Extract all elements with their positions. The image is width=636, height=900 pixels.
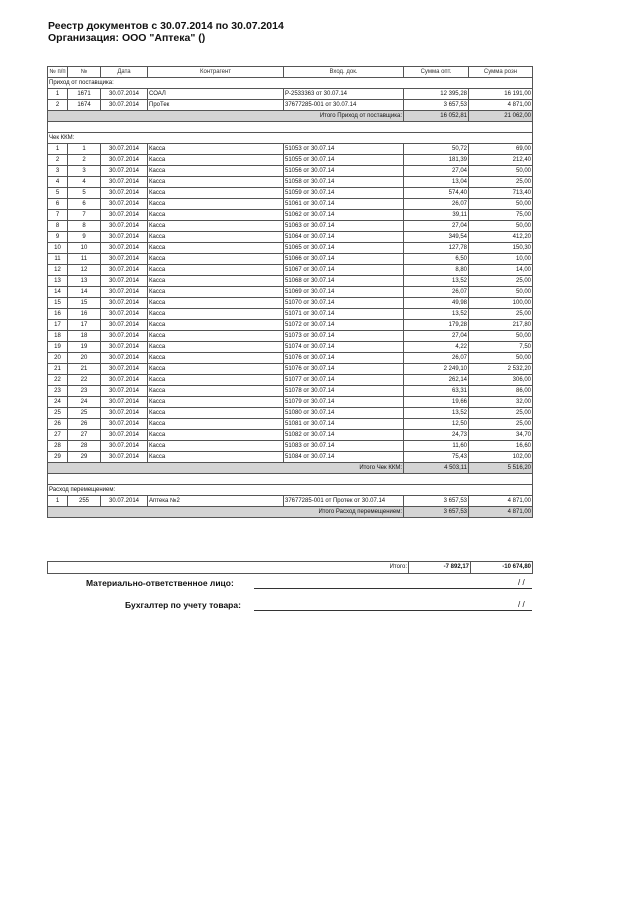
row-date: 30.07.2014 [101, 89, 148, 100]
row-date: 30.07.2014 [101, 254, 148, 265]
table-row [48, 155, 533, 166]
row-num-pp: 8 [48, 221, 68, 232]
section-total-wholesale: 3 657,53 [404, 507, 469, 518]
grand-total-retail: -10 674,80 [471, 562, 533, 574]
row-date: 30.07.2014 [101, 331, 148, 342]
row-num-pp: 26 [48, 419, 68, 430]
row-sum-wholesale: 49,98 [404, 298, 469, 309]
row-sum-wholesale: 11,60 [404, 441, 469, 452]
row-num: 9 [68, 232, 101, 243]
row-sum-retail: 102,00 [469, 452, 533, 463]
row-incoming-doc: 51081 от 30.07.14 [284, 419, 404, 430]
header-sum-wholesale: Сумма опт. [404, 67, 469, 78]
row-num: 4 [68, 177, 101, 188]
row-counterparty: Касса [148, 276, 284, 287]
section-title: Чек ККМ: [48, 133, 533, 144]
row-incoming-doc: 51074 от 30.07.14 [284, 342, 404, 353]
row-sum-retail: 50,00 [469, 331, 533, 342]
row-incoming-doc: Р-2533363 от 30.07.14 [284, 89, 404, 100]
row-sum-retail: 25,00 [469, 419, 533, 430]
section-total-retail: 5 516,20 [469, 463, 533, 474]
row-date: 30.07.2014 [101, 166, 148, 177]
row-sum-wholesale: 63,31 [404, 386, 469, 397]
row-incoming-doc: 51079 от 30.07.14 [284, 397, 404, 408]
row-num: 26 [68, 419, 101, 430]
table-row [48, 188, 533, 199]
row-sum-wholesale: 8,80 [404, 265, 469, 276]
table-row [48, 232, 533, 243]
row-sum-retail: 4 871,00 [469, 100, 533, 111]
row-counterparty: Касса [148, 298, 284, 309]
row-sum-wholesale: 349,54 [404, 232, 469, 243]
row-num-pp: 25 [48, 408, 68, 419]
row-sum-retail: 212,40 [469, 155, 533, 166]
row-incoming-doc: 51070 от 30.07.14 [284, 298, 404, 309]
row-counterparty: Касса [148, 199, 284, 210]
row-date: 30.07.2014 [101, 309, 148, 320]
row-sum-retail: 10,00 [469, 254, 533, 265]
table-row [48, 298, 533, 309]
row-sum-retail: 25,00 [469, 177, 533, 188]
row-num: 2 [68, 155, 101, 166]
row-counterparty: Касса [148, 287, 284, 298]
responsible-person-label: Материально-ответственное лицо: [86, 578, 234, 588]
row-num-pp: 1 [48, 496, 68, 507]
row-counterparty: Касса [148, 320, 284, 331]
section-total-retail: 4 871,00 [469, 507, 533, 518]
table-row [48, 276, 533, 287]
row-counterparty: Касса [148, 331, 284, 342]
table-row [48, 287, 533, 298]
row-num-pp: 23 [48, 386, 68, 397]
section-title-row [48, 78, 533, 89]
row-date: 30.07.2014 [101, 265, 148, 276]
row-incoming-doc: 51072 от 30.07.14 [284, 320, 404, 331]
row-num-pp: 15 [48, 298, 68, 309]
row-date: 30.07.2014 [101, 320, 148, 331]
row-num: 1671 [68, 89, 101, 100]
row-incoming-doc: 51058 от 30.07.14 [284, 177, 404, 188]
row-date: 30.07.2014 [101, 408, 148, 419]
accountant-label: Бухгалтер по учету товара: [125, 600, 241, 610]
section-total-label: Итого Чек ККМ: [48, 463, 404, 474]
row-sum-retail: 32,00 [469, 397, 533, 408]
responsible-signature-slashes: / / [518, 578, 525, 587]
row-num-pp: 27 [48, 430, 68, 441]
section-title: Расход перемещением: [48, 485, 533, 496]
section-total-row [48, 111, 533, 122]
row-num-pp: 5 [48, 188, 68, 199]
row-counterparty: Касса [148, 188, 284, 199]
row-sum-retail: 50,00 [469, 166, 533, 177]
row-sum-retail: 306,00 [469, 375, 533, 386]
row-date: 30.07.2014 [101, 276, 148, 287]
row-counterparty: Касса [148, 364, 284, 375]
row-num: 5 [68, 188, 101, 199]
row-sum-retail: 14,00 [469, 265, 533, 276]
row-num-pp: 22 [48, 375, 68, 386]
row-sum-retail: 217,80 [469, 320, 533, 331]
row-counterparty: Касса [148, 144, 284, 155]
row-sum-retail: 25,00 [469, 276, 533, 287]
row-sum-wholesale: 6,50 [404, 254, 469, 265]
row-date: 30.07.2014 [101, 342, 148, 353]
document-title: Реестр документов с 30.07.2014 по 30.07.2014 [48, 20, 284, 32]
row-num: 27 [68, 430, 101, 441]
row-incoming-doc: 51076 от 30.07.14 [284, 364, 404, 375]
row-num-pp: 21 [48, 364, 68, 375]
row-sum-wholesale: 4,22 [404, 342, 469, 353]
row-date: 30.07.2014 [101, 452, 148, 463]
row-sum-wholesale: 3 657,53 [404, 496, 469, 507]
table-row [48, 342, 533, 353]
row-sum-retail: 50,00 [469, 221, 533, 232]
table-row [48, 452, 533, 463]
row-counterparty: Касса [148, 221, 284, 232]
row-counterparty: Касса [148, 353, 284, 364]
row-counterparty: Касса [148, 375, 284, 386]
row-num: 29 [68, 452, 101, 463]
row-counterparty: Касса [148, 166, 284, 177]
row-sum-wholesale: 26,07 [404, 287, 469, 298]
row-date: 30.07.2014 [101, 375, 148, 386]
header-num: № [68, 67, 101, 78]
row-date: 30.07.2014 [101, 430, 148, 441]
row-num-pp: 14 [48, 287, 68, 298]
row-num: 22 [68, 375, 101, 386]
row-date: 30.07.2014 [101, 441, 148, 452]
row-num: 13 [68, 276, 101, 287]
row-num-pp: 2 [48, 155, 68, 166]
table-row [48, 89, 533, 100]
row-incoming-doc: 51073 от 30.07.14 [284, 331, 404, 342]
accountant-signature-slashes: / / [518, 600, 525, 609]
row-counterparty: Аптека №2 [148, 496, 284, 507]
header-sum-retail: Сумма розн [469, 67, 533, 78]
table-row [48, 441, 533, 452]
table-row [48, 375, 533, 386]
row-counterparty: Касса [148, 254, 284, 265]
section-total-wholesale: 16 052,81 [404, 111, 469, 122]
row-sum-wholesale: 13,52 [404, 309, 469, 320]
row-date: 30.07.2014 [101, 243, 148, 254]
row-date: 30.07.2014 [101, 419, 148, 430]
row-counterparty: Касса [148, 408, 284, 419]
section-total-label: Итого Расход перемещением: [48, 507, 404, 518]
row-incoming-doc: 51063 от 30.07.14 [284, 221, 404, 232]
row-sum-wholesale: 26,07 [404, 353, 469, 364]
row-sum-retail: 50,00 [469, 199, 533, 210]
row-date: 30.07.2014 [101, 199, 148, 210]
row-date: 30.07.2014 [101, 353, 148, 364]
row-num-pp: 4 [48, 177, 68, 188]
header-num-pp: № п/п [48, 67, 68, 78]
row-incoming-doc: 51062 от 30.07.14 [284, 210, 404, 221]
table-row [48, 309, 533, 320]
table-row [48, 430, 533, 441]
row-date: 30.07.2014 [101, 221, 148, 232]
row-num: 10 [68, 243, 101, 254]
row-date: 30.07.2014 [101, 386, 148, 397]
row-sum-wholesale: 12,50 [404, 419, 469, 430]
row-sum-wholesale: 13,52 [404, 276, 469, 287]
row-counterparty: Касса [148, 342, 284, 353]
table-row [48, 320, 533, 331]
row-incoming-doc: 51067 от 30.07.14 [284, 265, 404, 276]
table-row [48, 144, 533, 155]
row-sum-wholesale: 75,43 [404, 452, 469, 463]
table-row [48, 386, 533, 397]
section-spacer [48, 122, 533, 133]
section-spacer [48, 474, 533, 485]
row-num: 18 [68, 331, 101, 342]
row-sum-retail: 69,00 [469, 144, 533, 155]
section-total-wholesale: 4 503,11 [404, 463, 469, 474]
row-num-pp: 1 [48, 144, 68, 155]
table-row [48, 331, 533, 342]
row-num: 12 [68, 265, 101, 276]
row-num: 21 [68, 364, 101, 375]
table-row [48, 166, 533, 177]
row-num: 14 [68, 287, 101, 298]
row-date: 30.07.2014 [101, 287, 148, 298]
row-counterparty: Касса [148, 430, 284, 441]
section-total-row [48, 507, 533, 518]
row-num: 16 [68, 309, 101, 320]
row-date: 30.07.2014 [101, 364, 148, 375]
row-num: 15 [68, 298, 101, 309]
row-date: 30.07.2014 [101, 496, 148, 507]
table-row [48, 210, 533, 221]
table-row [48, 397, 533, 408]
row-sum-retail: 16 191,00 [469, 89, 533, 100]
table-row [48, 265, 533, 276]
row-sum-wholesale: 27,04 [404, 331, 469, 342]
row-sum-wholesale: 2 249,10 [404, 364, 469, 375]
row-incoming-doc: 51076 от 30.07.14 [284, 353, 404, 364]
row-sum-wholesale: 12 395,28 [404, 89, 469, 100]
row-num-pp: 12 [48, 265, 68, 276]
row-sum-retail: 75,00 [469, 210, 533, 221]
table-row [48, 353, 533, 364]
row-sum-retail: 50,00 [469, 353, 533, 364]
row-num: 255 [68, 496, 101, 507]
header-incoming-doc: Вход. док. [284, 67, 404, 78]
row-sum-retail: 50,00 [469, 287, 533, 298]
row-incoming-doc: 51069 от 30.07.14 [284, 287, 404, 298]
row-incoming-doc: 37677285-001 от 30.07.14 [284, 100, 404, 111]
row-sum-retail: 2 532,20 [469, 364, 533, 375]
table-row [48, 408, 533, 419]
table-row [48, 177, 533, 188]
section-title: Приход от поставщика: [48, 78, 533, 89]
row-counterparty: ПроТек [148, 100, 284, 111]
row-sum-wholesale: 181,39 [404, 155, 469, 166]
table-header-row [48, 67, 533, 78]
row-sum-retail: 25,00 [469, 408, 533, 419]
row-num: 24 [68, 397, 101, 408]
row-date: 30.07.2014 [101, 232, 148, 243]
row-sum-wholesale: 24,73 [404, 430, 469, 441]
row-sum-wholesale: 3 657,53 [404, 100, 469, 111]
register-table [47, 66, 533, 518]
row-num: 3 [68, 166, 101, 177]
row-num-pp: 24 [48, 397, 68, 408]
row-incoming-doc: 51064 от 30.07.14 [284, 232, 404, 243]
row-num: 8 [68, 221, 101, 232]
row-num-pp: 10 [48, 243, 68, 254]
row-incoming-doc: 51068 от 30.07.14 [284, 276, 404, 287]
table-row [48, 419, 533, 430]
row-incoming-doc: 51061 от 30.07.14 [284, 199, 404, 210]
row-num-pp: 18 [48, 331, 68, 342]
row-sum-wholesale: 39,11 [404, 210, 469, 221]
row-sum-wholesale: 127,78 [404, 243, 469, 254]
table-row [48, 199, 533, 210]
row-incoming-doc: 51077 от 30.07.14 [284, 375, 404, 386]
row-incoming-doc: 51066 от 30.07.14 [284, 254, 404, 265]
row-counterparty: СОАЛ [148, 89, 284, 100]
grand-total-table [47, 561, 533, 574]
grand-total-label: Итого: [48, 562, 409, 574]
row-num-pp: 7 [48, 210, 68, 221]
table-row [48, 496, 533, 507]
row-date: 30.07.2014 [101, 144, 148, 155]
row-date: 30.07.2014 [101, 155, 148, 166]
row-num-pp: 6 [48, 199, 68, 210]
table-row [48, 100, 533, 111]
table-row [48, 254, 533, 265]
table-row [48, 364, 533, 375]
row-counterparty: Касса [148, 243, 284, 254]
row-num: 1674 [68, 100, 101, 111]
row-sum-wholesale: 574,40 [404, 188, 469, 199]
row-sum-retail: 25,00 [469, 309, 533, 320]
header-counterparty: Контрагент [148, 67, 284, 78]
row-counterparty: Касса [148, 177, 284, 188]
row-sum-retail: 86,00 [469, 386, 533, 397]
row-num: 28 [68, 441, 101, 452]
row-sum-retail: 713,40 [469, 188, 533, 199]
row-sum-retail: 4 871,00 [469, 496, 533, 507]
row-incoming-doc: 51065 от 30.07.14 [284, 243, 404, 254]
row-num-pp: 2 [48, 100, 68, 111]
row-sum-wholesale: 13,04 [404, 177, 469, 188]
row-sum-retail: 150,30 [469, 243, 533, 254]
row-num-pp: 20 [48, 353, 68, 364]
row-incoming-doc: 37677285-001 от Протек от 30.07.14 [284, 496, 404, 507]
row-sum-retail: 16,60 [469, 441, 533, 452]
row-counterparty: Касса [148, 386, 284, 397]
section-title-row [48, 485, 533, 496]
row-counterparty: Касса [148, 452, 284, 463]
row-num-pp: 11 [48, 254, 68, 265]
row-incoming-doc: 51053 от 30.07.14 [284, 144, 404, 155]
row-num: 20 [68, 353, 101, 364]
row-num-pp: 16 [48, 309, 68, 320]
section-total-label: Итого Приход от поставщика: [48, 111, 404, 122]
row-counterparty: Касса [148, 419, 284, 430]
row-sum-retail: 412,20 [469, 232, 533, 243]
section-total-retail: 21 062,00 [469, 111, 533, 122]
row-incoming-doc: 51056 от 30.07.14 [284, 166, 404, 177]
row-incoming-doc: 51080 от 30.07.14 [284, 408, 404, 419]
row-date: 30.07.2014 [101, 177, 148, 188]
row-incoming-doc: 51055 от 30.07.14 [284, 155, 404, 166]
row-counterparty: Касса [148, 397, 284, 408]
row-sum-retail: 100,00 [469, 298, 533, 309]
row-sum-wholesale: 262,14 [404, 375, 469, 386]
row-num: 25 [68, 408, 101, 419]
accountant-signature-line [254, 600, 532, 611]
row-incoming-doc: 51084 от 30.07.14 [284, 452, 404, 463]
row-sum-wholesale: 179,28 [404, 320, 469, 331]
row-incoming-doc: 51059 от 30.07.14 [284, 188, 404, 199]
row-date: 30.07.2014 [101, 188, 148, 199]
organization-line: Организация: ООО "Аптека" () [48, 32, 206, 44]
row-counterparty: Касса [148, 309, 284, 320]
row-sum-wholesale: 26,07 [404, 199, 469, 210]
row-num: 23 [68, 386, 101, 397]
row-date: 30.07.2014 [101, 100, 148, 111]
row-counterparty: Касса [148, 155, 284, 166]
row-counterparty: Касса [148, 441, 284, 452]
row-num: 6 [68, 199, 101, 210]
row-sum-wholesale: 19,66 [404, 397, 469, 408]
row-date: 30.07.2014 [101, 298, 148, 309]
row-sum-retail: 34,70 [469, 430, 533, 441]
row-num-pp: 29 [48, 452, 68, 463]
section-title-row [48, 133, 533, 144]
row-num-pp: 9 [48, 232, 68, 243]
responsible-signature-line [254, 578, 532, 589]
row-num-pp: 1 [48, 89, 68, 100]
section-total-row [48, 463, 533, 474]
row-num: 1 [68, 144, 101, 155]
row-num-pp: 28 [48, 441, 68, 452]
row-incoming-doc: 51082 от 30.07.14 [284, 430, 404, 441]
table-row [48, 221, 533, 232]
row-counterparty: Касса [148, 210, 284, 221]
header-date: Дата [101, 67, 148, 78]
row-num: 11 [68, 254, 101, 265]
row-counterparty: Касса [148, 265, 284, 276]
row-date: 30.07.2014 [101, 397, 148, 408]
row-sum-wholesale: 27,04 [404, 166, 469, 177]
row-num: 19 [68, 342, 101, 353]
row-date: 30.07.2014 [101, 210, 148, 221]
row-num-pp: 3 [48, 166, 68, 177]
row-incoming-doc: 51071 от 30.07.14 [284, 309, 404, 320]
row-sum-wholesale: 27,04 [404, 221, 469, 232]
row-num-pp: 13 [48, 276, 68, 287]
row-num-pp: 17 [48, 320, 68, 331]
row-num: 7 [68, 210, 101, 221]
table-row [48, 243, 533, 254]
row-incoming-doc: 51078 от 30.07.14 [284, 386, 404, 397]
row-counterparty: Касса [148, 232, 284, 243]
row-sum-wholesale: 50,72 [404, 144, 469, 155]
row-num: 17 [68, 320, 101, 331]
grand-total-wholesale: -7 892,17 [409, 562, 471, 574]
row-num-pp: 19 [48, 342, 68, 353]
row-incoming-doc: 51083 от 30.07.14 [284, 441, 404, 452]
row-sum-retail: 7,50 [469, 342, 533, 353]
row-sum-wholesale: 13,52 [404, 408, 469, 419]
